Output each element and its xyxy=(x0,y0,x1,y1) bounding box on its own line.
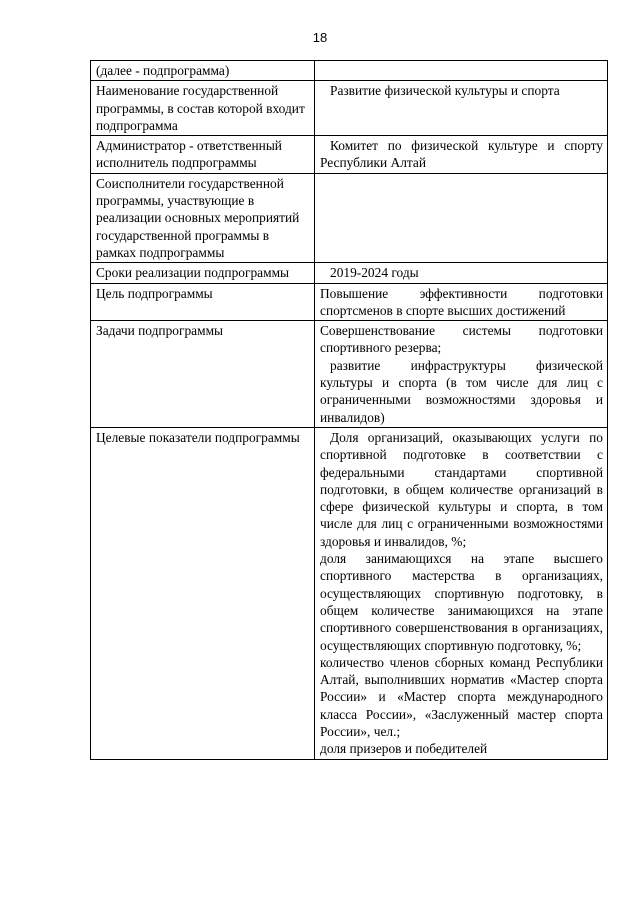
row-value xyxy=(315,321,608,428)
value-paragraph: Развитие физической культуры и спорта xyxy=(330,83,560,99)
row-label: Администратор - ответственный исполнитель подпрограммы xyxy=(91,136,315,174)
table-row xyxy=(91,427,608,759)
row-value xyxy=(315,136,608,174)
row-label: Задачи подпрограммы xyxy=(91,321,315,428)
row-label: Соисполнители государственной программы, участвующие в реализации основных мероприятий государственной программы в рамках подпрограммы xyxy=(91,173,315,262)
value-paragraph: доля призеров и победителей xyxy=(320,741,488,757)
table-row xyxy=(91,61,608,81)
table-row xyxy=(91,173,608,262)
row-value xyxy=(315,173,608,262)
row-value xyxy=(315,263,608,283)
row-label: Наименование государственной программы, в состав которой входит подпрограмма xyxy=(91,81,315,136)
page-number: 18 xyxy=(312,30,328,45)
row-label: Сроки реализации подпрограммы xyxy=(91,263,315,283)
value-paragraph: Комитет по физической культуре и спорту Республики Алтай xyxy=(320,138,603,171)
table-row xyxy=(91,81,608,136)
value-paragraph: доля занимающихся на этапе высшего спортивного мастерства в организациях, осуществляющих спортивную подготовку, в общем количестве занимающихся на этапе спортивного совершенствования в организациях, осуществляющих спортивную подготовку, %; xyxy=(320,551,603,653)
value-paragraph: развитие инфраструктуры физической культуры и спорта (в том числе для лиц с ограниченными возможностями здоровья и инвалидов) xyxy=(320,357,603,425)
value-paragraph: Совершенствование системы подготовки спортивного резерва; xyxy=(320,323,603,356)
value-paragraph: Доля организаций, оказывающих услуги по спортивной подготовке в соответствии с федеральными стандартами спортивной подготовки, в общем количестве организаций в сфере физической культуры и спорта, в том числе для лиц с ограниченными возможностями здоровья и инвалидов, %; xyxy=(320,429,603,549)
row-value xyxy=(315,283,608,321)
row-label: Целевые показатели подпрограммы xyxy=(91,427,315,759)
row-label: Цель подпрограммы xyxy=(91,283,315,321)
value-paragraph: количество членов сборных команд Республики Алтай, выполнивших норматив «Мастер спорта России» и «Мастер спорта международного класса России», «Заслуженный мастер спорта России», чел.; xyxy=(320,654,603,739)
table-row xyxy=(91,283,608,321)
table-row xyxy=(91,321,608,428)
value-paragraph: Повышение эффективности подготовки спортсменов в спорте высших достижений xyxy=(320,285,603,318)
row-value xyxy=(315,61,608,81)
row-label: (далее - подпрограмма) xyxy=(91,61,315,81)
table-row xyxy=(91,263,608,283)
table-row xyxy=(91,136,608,174)
row-value xyxy=(315,81,608,136)
subprogram-passport-table xyxy=(90,60,608,760)
value-paragraph: 2019-2024 годы xyxy=(330,265,419,281)
row-value xyxy=(315,427,608,759)
